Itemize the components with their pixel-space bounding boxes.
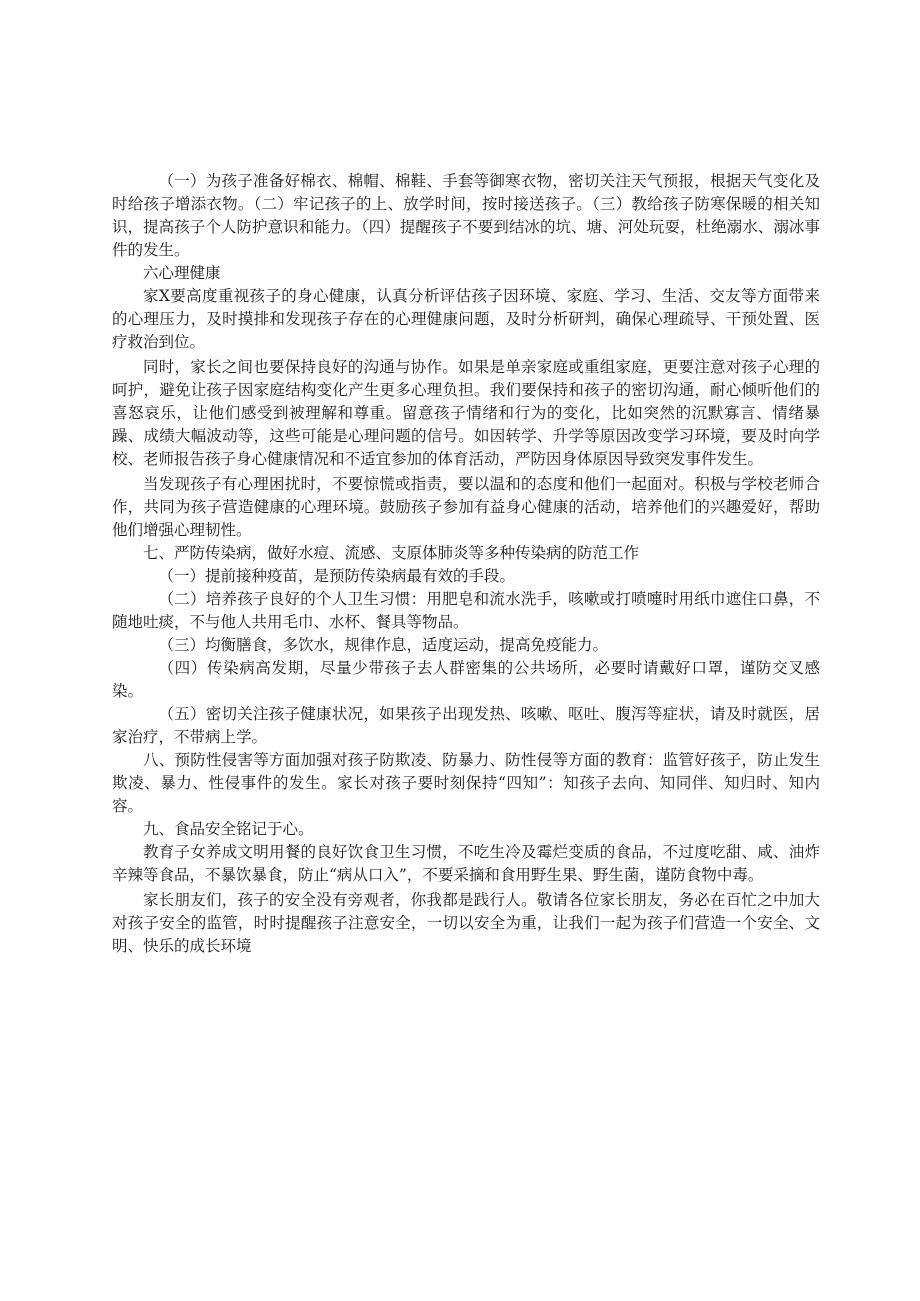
paragraph-closing-appeal: 家长朋友们，孩子的安全没有旁观者，你我都是践行人。敬请各位家长朋友，务必在百忙之中加大对孩子安全的监管，时时提醒孩子注意安全，一切以安全为重，让我们一起为孩子们营造一个安全、文明、快乐的成长环境 — [112, 891, 820, 955]
paragraph-winter-safety: （一）为孩子准备好棉衣、棉帽、棉鞋、手套等御寒衣物，密切关注天气预报，根据天气变化及时给孩子增添衣物。（二）牢记孩子的上、放学时间，按时接送孩子。（三）教给孩子防寒保暖的相关知识，提高孩子个人防护意识和能力。（四）提醒孩子不要到结冰的坑、塘、河处玩耍，杜绝溺水、溺冰事件的发生。 — [112, 172, 820, 259]
section-heading-food-safety: 九、食品安全铭记于心。 — [143, 820, 314, 838]
paragraph-anti-bullying: 八、预防性侵害等方面加强对孩子防欺凌、防暴力、防性侵等方面的教育：监管好孩子，防止发生欺凌、暴力、性侵事件的发生。家长对孩子要时刻保持“四知”：知孩子去向、知同伴、知归时、知内容。 — [112, 751, 820, 815]
paragraph-mental-health-attention: 家X要高度重视孩子的身心健康，认真分析评估孩子因环境、家庭、学习、生活、交友等方面带来的心理压力，及时摸排和发现孩子存在的心理健康问题，及时分析研判，确保心理疏导、干预处置、医疗救治到位。 — [112, 287, 820, 351]
paragraph-crowd-avoidance: （四）传染病高发期，尽量少带孩子去人群密集的公共场所，必要时请戴好口罩，谨防交叉感染。 — [112, 659, 820, 700]
paragraph-eating-habits: 教育子女养成文明用餐的良好饮食卫生习惯，不吃生冷及霉烂变质的食品，不过度吃甜、咸、油炸辛辣等食品，不暴饮暴食，防止“病从口入”，不要采摘和食用野生果、野生菌，谨防食物中毒。 — [112, 843, 820, 884]
paragraph-psychological-support: 当发现孩子有心理困扰时，不要惊慌或指责，要以温和的态度和他们一起面对。积极与学校老师合作，共同为孩子营造健康的心理环境。鼓励孩子参加有益身心健康的活动，培养他们的兴趣爱好，帮助他们增强心理韧性。 — [112, 475, 820, 539]
paragraph-vaccination: （一）提前接种疫苗，是预防传染病最有效的手段。 — [158, 567, 516, 585]
section-heading-mental-health: 六心理健康 — [143, 264, 221, 282]
paragraph-balanced-diet: （三）均衡膳食，多饮水，规律作息，适度运动，提高免疫能力。 — [158, 636, 609, 654]
section-heading-infectious-disease: 七、严防传染病，做好水痘、流感、支原体肺炎等多种传染病的防范工作 — [143, 544, 640, 562]
paragraph-hygiene-habits: （二）培养孩子良好的个人卫生习惯：用肥皂和流水洗手，咳嗽或打喷嚏时用纸巾遮住口鼻，不随地吐痰，不与他人共用毛巾、水杯、餐具等物品。 — [112, 590, 820, 631]
paragraph-parent-communication: 同时，家长之间也要保持良好的沟通与协作。如果是单亲家庭或重组家庭，更要注意对孩子心理的呵护，避免让孩子因家庭结构变化产生更多心理负担。我们要保持和孩子的密切沟通，耐心倾听他们的喜怒哀乐，让他们感受到被理解和尊重。留意孩子情绪和行为的变化，比如突然的沉默寡言、情绪暴躁、成绩大幅波动等，这些可能是心理问题的信号。如因转学、升学等原因改变学习环境，要及时向学校、老师报告孩子身心健康情况和不适宜参加的体育活动，严防因身体原因导致突发事件发生。 — [112, 358, 820, 468]
paragraph-health-monitoring: （五）密切关注孩子健康状况，如果孩子出现发热、咳嗽、呕吐、腹泻等症状，请及时就医，居家治疗，不带病上学。 — [112, 705, 820, 746]
document-body — [112, 170, 820, 958]
